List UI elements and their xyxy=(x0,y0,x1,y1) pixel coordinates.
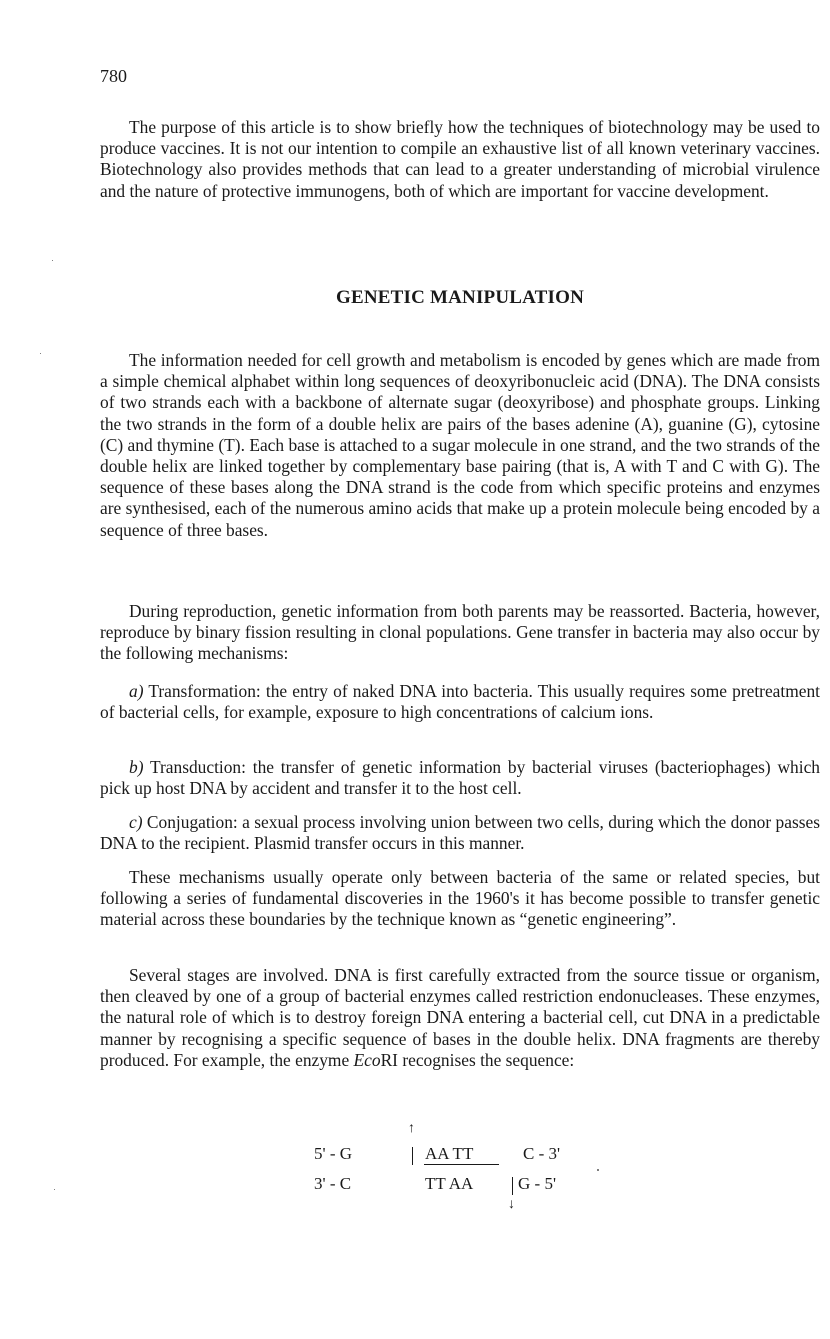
scan-speck xyxy=(54,1189,55,1190)
list-item-transformation xyxy=(100,681,820,723)
cut-bar-top xyxy=(412,1147,413,1165)
intro-paragraph: The purpose of this article is to show briefly how the techniques of biotechnology may be used to produce vaccines. It is not our intention to compile an exhaustive list of all known veterinary vaccines. Biotechnology also provides methods that can lead to a greater understanding of microbial virulence and the nature of protective immunogens, both of which are important for vaccine development. xyxy=(100,117,820,201)
enzyme-name-italic: Eco xyxy=(353,1049,381,1070)
paragraph-reproduction: During reproduction, genetic information from both parents may be reassorted. Bacteria, however, reproduce by binary fission resulting in clonal populations. Gene transfer in bacteria may also occur by the following mechanisms: xyxy=(100,601,820,664)
seq-bottom-right: G - 5' xyxy=(518,1174,557,1193)
scan-speck xyxy=(52,260,53,261)
seq-top-middle: AA TT xyxy=(425,1144,474,1163)
cut-arrow-up-icon: ↑ xyxy=(408,1121,415,1136)
seq-bottom-left: 3' - C xyxy=(314,1174,352,1193)
list-text-b: Transduction: the transfer of genetic information by bacterial viruses (bacteriophages) which pick up host DNA by accident and transfer it to the host cell. xyxy=(100,757,820,799)
list-label-b: b) xyxy=(129,757,144,777)
page-number: 780 xyxy=(100,66,127,86)
list-text-c: Conjugation: a sexual process involving union between two cells, during which the donor passes DNA to the recipient. Plasmid transfer occurs in this manner. xyxy=(100,812,820,854)
paragraph-dna-structure: The information needed for cell growth and metabolism is encoded by genes which are made from a simple chemical alphabet within long sequences of deoxyribonucleic acid (DNA). The DNA consists of two strands each with a backbone of alternate sugar (deoxyribose) and phosphate groups. Linking the two strands in the form of a double helix are pairs of the bases adenine (A), guanine (G), cytosine (C) and thymine (T). Each base is attached to a sugar molecule in one strand, and the two strands of the double helix are linked together by complementary base pairing (that is, A with T and C with G). The sequence of these bases along the DNA strand is the code from which specific proteins and enzymes are synthesised, each of the numerous amino acids that make up a protein molecule being encoded by a sequence of three bases. xyxy=(100,350,820,540)
staggered-cut-line xyxy=(424,1164,499,1165)
seq-top-right: C - 3' xyxy=(523,1144,561,1163)
cut-arrow-down-icon: ↓ xyxy=(508,1197,515,1212)
list-label-a: a) xyxy=(129,681,144,701)
list-label-c: c) xyxy=(129,812,143,832)
scan-speck xyxy=(597,1169,599,1171)
cut-bar-bottom xyxy=(512,1177,513,1195)
scan-speck xyxy=(40,353,41,354)
list-item-conjugation xyxy=(100,812,820,854)
seq-top-left: 5' - G xyxy=(314,1144,353,1163)
paragraph-restriction-end: recognises the sequence: xyxy=(397,1049,575,1070)
list-text-a: Transformation: the entry of naked DNA into bacteria. This usually requires some pretreatment of bacterial cells, for example, exposure to high concentrations of calcium ions. xyxy=(100,681,820,723)
paragraph-restriction-text: Several stages are involved. DNA is first carefully extracted from the source tissue or organism, then cleaved by one of a group of bacterial enzymes called restriction endonucleases. These enzymes, the natural role of which is to destroy foreign DNA entering a bacterial cell, cut DNA in a predictable manner by recognising a specific sequence of bases in the double helix. DNA fragments are thereby produced. For example, the enzyme xyxy=(100,965,820,1070)
list-item-transduction xyxy=(100,757,820,799)
section-heading: GENETIC MANIPULATION xyxy=(335,287,585,308)
paragraph-restriction-enzymes xyxy=(100,965,820,1071)
enzyme-name-rest: RI xyxy=(380,1049,398,1070)
paragraph-mechanisms: These mechanisms usually operate only between bacteria of the same or related species, but following a series of fundamental discoveries in the 1960's it has become possible to transfer genetic material across these boundaries by the technique known as “genetic engineering”. xyxy=(100,867,820,930)
seq-bottom-middle: TT AA xyxy=(425,1174,474,1193)
